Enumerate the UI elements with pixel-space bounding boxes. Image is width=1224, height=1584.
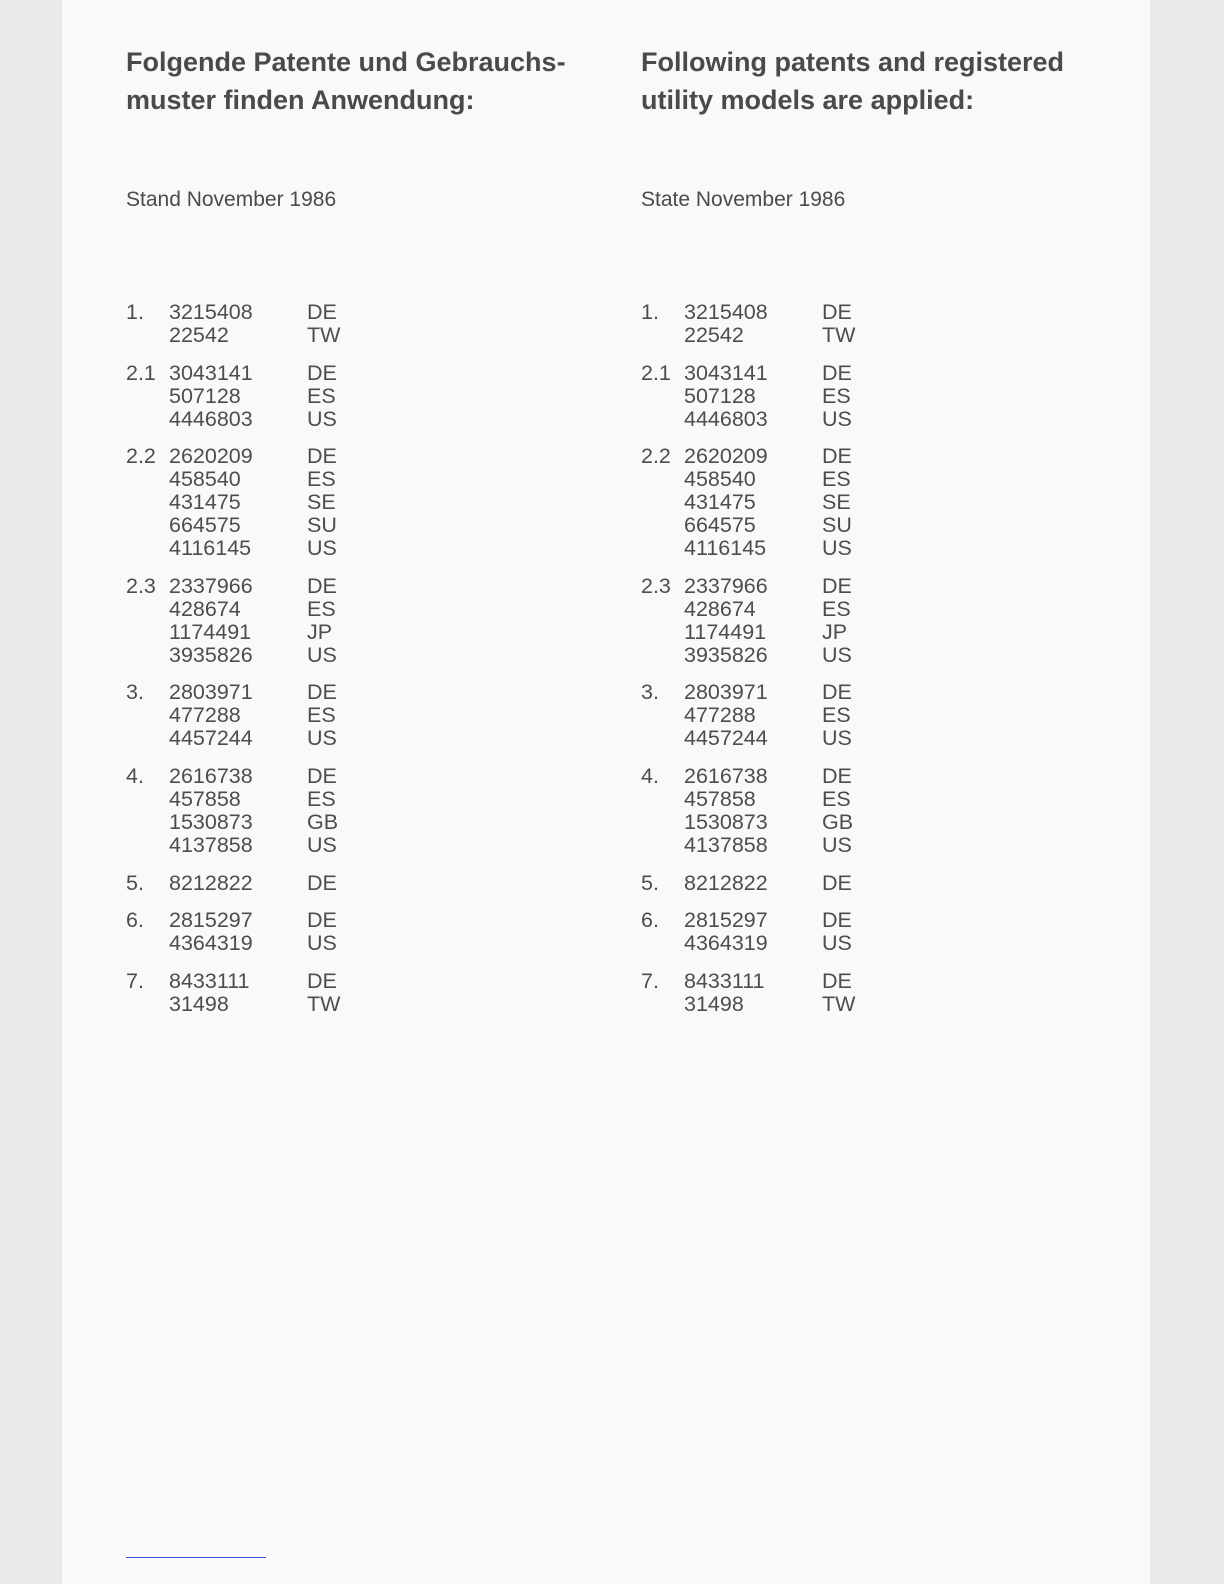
patent-group-number: 2.3	[126, 573, 156, 598]
patent-number: 8212822	[169, 870, 253, 895]
english-state-date: State November 1986	[641, 188, 846, 211]
country-code: JP	[822, 619, 848, 644]
patent-group-number: 2.1	[126, 360, 156, 385]
country-code: US	[307, 406, 337, 431]
country-code: DE	[307, 444, 337, 469]
patent-number: 2620209	[684, 444, 768, 469]
german-heading-line-2: muster finden Anwendung:	[126, 85, 475, 115]
patent-number: 507128	[169, 383, 241, 408]
country-code: DE	[307, 908, 337, 933]
footer-rule	[126, 1557, 266, 1558]
patent-number: 8433111	[169, 968, 250, 993]
patent-number: 4364319	[169, 931, 253, 956]
patent-group-number: 5.	[641, 870, 659, 895]
country-code: US	[822, 726, 852, 751]
english-heading	[641, 43, 1064, 119]
country-code: DE	[822, 573, 852, 598]
patent-number: 4446803	[169, 406, 253, 431]
patent-number: 2616738	[169, 763, 253, 788]
patent-number: 2815297	[169, 908, 253, 933]
country-code: US	[822, 406, 852, 431]
country-code: DE	[307, 680, 337, 705]
patent-number: 1174491	[169, 619, 252, 644]
country-code: TW	[822, 991, 856, 1016]
english-heading-line-1: Following patents and registered	[641, 47, 1065, 77]
patent-number: 3043141	[169, 360, 253, 385]
patent-number: 2815297	[684, 908, 768, 933]
country-code: GB	[307, 809, 339, 834]
patent-number: 431475	[169, 490, 241, 515]
patent-number: 458540	[684, 467, 756, 492]
country-code: DE	[822, 870, 852, 895]
country-code: US	[822, 642, 852, 667]
patent-number: 664575	[169, 513, 241, 538]
country-code: US	[307, 726, 337, 751]
country-code: TW	[822, 323, 856, 347]
patent-number: 4116145	[684, 536, 767, 561]
patent-number: 3043141	[684, 360, 768, 385]
english-heading-line-2: utility models are applied:	[641, 85, 975, 115]
patent-group-number: 7.	[641, 968, 659, 993]
country-code: ES	[307, 467, 336, 492]
country-code: ES	[307, 383, 336, 408]
patent-number: 3935826	[684, 642, 768, 667]
country-code: ES	[822, 596, 851, 621]
patent-number: 2616738	[684, 763, 768, 788]
patent-number: 3935826	[169, 642, 253, 667]
patent-number: 8212822	[684, 870, 768, 895]
patent-group-number: 2.1	[641, 360, 671, 385]
country-code: DE	[307, 870, 337, 895]
patent-number: 4457244	[684, 726, 768, 751]
country-code: US	[822, 931, 852, 956]
patent-number: 4137858	[169, 832, 253, 857]
patent-number: 2803971	[684, 680, 768, 705]
country-code: ES	[822, 467, 851, 492]
patent-group-number: 6.	[641, 908, 659, 933]
patent-number: 477288	[169, 703, 241, 728]
patent-number: 4137858	[684, 832, 768, 857]
country-code: DE	[822, 360, 852, 385]
country-code: US	[307, 536, 337, 561]
patent-number: 4116145	[169, 536, 252, 561]
patent-group-number: 4.	[126, 763, 144, 788]
patent-number: 477288	[684, 703, 756, 728]
patent-group-number: 1.	[126, 300, 144, 324]
country-code: DE	[307, 573, 337, 598]
patent-number: 2620209	[169, 444, 253, 469]
patent-number: 457858	[684, 786, 756, 811]
patent-number: 1530873	[169, 809, 253, 834]
country-code: SU	[822, 513, 852, 538]
country-code: DE	[822, 300, 852, 324]
country-code: ES	[307, 596, 336, 621]
patent-group-number: 5.	[126, 870, 144, 895]
german-heading	[126, 43, 566, 119]
german-heading-line-1: Folgende Patente und Gebrauchs-	[126, 47, 566, 77]
patent-number: 2337966	[169, 573, 253, 598]
patent-number: 431475	[684, 490, 756, 515]
country-code: DE	[822, 968, 852, 993]
patent-group-number: 3.	[126, 680, 144, 705]
patent-group-number: 1.	[641, 300, 659, 324]
country-code: TW	[307, 991, 341, 1016]
country-code: DE	[822, 680, 852, 705]
country-code: US	[307, 832, 337, 857]
country-code: US	[307, 642, 337, 667]
patent-number: 31498	[169, 991, 229, 1016]
country-code: ES	[307, 703, 336, 728]
patent-group-number: 2.2	[126, 444, 156, 469]
patent-number: 1530873	[684, 809, 768, 834]
patent-number: 8433111	[684, 968, 765, 993]
patent-group-number: 7.	[126, 968, 144, 993]
patent-number: 457858	[169, 786, 241, 811]
country-code: DE	[822, 908, 852, 933]
country-code: ES	[307, 786, 336, 811]
patent-number: 4457244	[169, 726, 253, 751]
patent-group-number: 4.	[641, 763, 659, 788]
patent-number: 2337966	[684, 573, 768, 598]
patent-group-number: 2.2	[641, 444, 671, 469]
country-code: ES	[822, 786, 851, 811]
country-code: SE	[822, 490, 851, 515]
country-code: SU	[307, 513, 337, 538]
patent-number: 2803971	[169, 680, 253, 705]
patent-number: 3215408	[169, 300, 253, 324]
country-code: DE	[307, 763, 337, 788]
country-code: DE	[822, 444, 852, 469]
country-code: DE	[307, 360, 337, 385]
patent-number: 1174491	[684, 619, 767, 644]
country-code: TW	[307, 323, 341, 347]
patent-number: 507128	[684, 383, 756, 408]
country-code: US	[822, 536, 852, 561]
patent-group-number: 2.3	[641, 573, 671, 598]
country-code: GB	[822, 809, 854, 834]
country-code: US	[822, 832, 852, 857]
country-code: SE	[307, 490, 336, 515]
country-code: ES	[822, 383, 851, 408]
patent-number: 4364319	[684, 931, 768, 956]
patent-number: 4446803	[684, 406, 768, 431]
patent-number: 664575	[684, 513, 756, 538]
patent-group-number: 6.	[126, 908, 144, 933]
patent-number: 31498	[684, 991, 744, 1016]
country-code: ES	[822, 703, 851, 728]
patent-group-number: 3.	[641, 680, 659, 705]
country-code: DE	[307, 968, 337, 993]
patent-number: 458540	[169, 467, 241, 492]
patent-number: 22542	[684, 323, 744, 347]
patent-number: 22542	[169, 323, 229, 347]
patent-number: 428674	[169, 596, 241, 621]
country-code: DE	[307, 300, 337, 324]
patent-number: 428674	[684, 596, 756, 621]
patent-number: 3215408	[684, 300, 768, 324]
country-code: US	[307, 931, 337, 956]
country-code: DE	[822, 763, 852, 788]
german-state-date: Stand November 1986	[126, 188, 337, 211]
country-code: JP	[307, 619, 333, 644]
